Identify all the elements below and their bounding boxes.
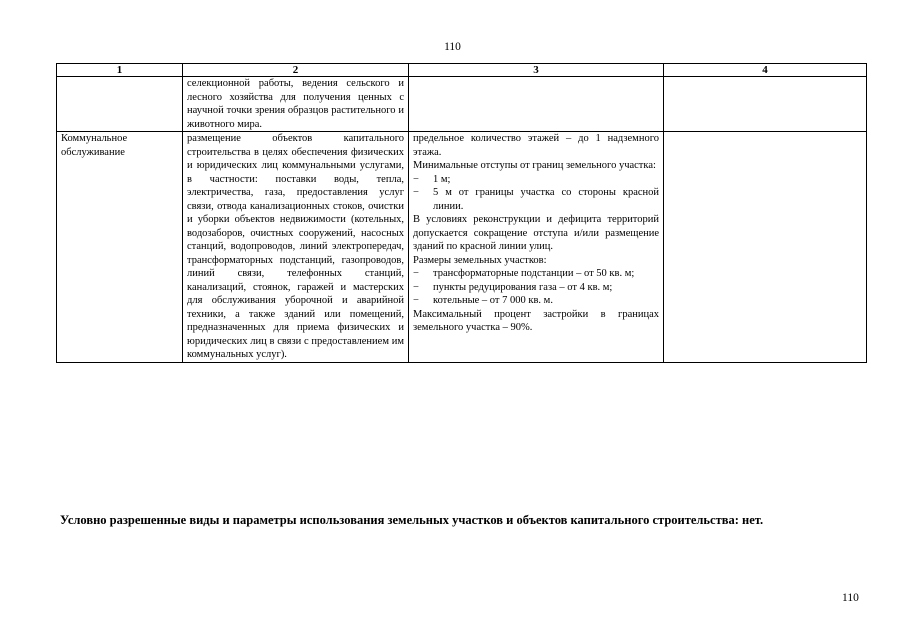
table-cell-parameters — [409, 132, 664, 363]
regulations-table — [56, 63, 867, 363]
list-item: − 1 м; — [413, 173, 659, 187]
parameter-setbacks-heading: Минимальные отступы от границ земельного участка: — [413, 160, 656, 171]
parameter-plot-sizes-heading: Размеры земельных участков: — [413, 254, 547, 266]
table-cell-empty — [57, 77, 183, 132]
column-header-1: 1 — [57, 64, 183, 77]
list-item: − трансформаторные подстанции – от 50 кв. м; — [413, 267, 659, 281]
column-header-4: 4 — [664, 64, 867, 77]
list-item: − пункты редуцирования газа – от 4 кв. м; — [413, 281, 659, 295]
table-cell-description: размещение объектов капитального строительства в целях обеспечения физических и юридических лиц коммунальными услугами, в частности: поставки воды, тепла, электричества, газа, предоставления услуг связи, отвода канализационных стоков, очистки и уборки объектов недвижимости (котельных, водозаборов, очистных сооружений, насосных станций, водопроводов, линий электропередач, трансформаторных подстанций, газопроводов, линий связи, телефонных станций, канализаций, стоянок, гаражей и мастерских для обслуживания уборочной и аварийной техники, а также зданий или помещений, предназначенных для приема физических и юридических лиц в связи с предоставлением им коммунальных услуг). — [183, 132, 409, 363]
table-cell-notes — [664, 77, 867, 132]
table-header-row — [57, 64, 867, 77]
column-header-3: 3 — [409, 64, 664, 77]
page-number-top: 110 — [444, 41, 461, 53]
table-cell-description: селекционной работы, ведения сельского и лесного хозяйства для получения ценных с научной точки зрения образцов растительного и животного мира. — [183, 77, 409, 132]
parameter-floors: предельное количество этажей – до 1 надземного этажа. — [413, 133, 659, 158]
table-cell-notes — [664, 132, 867, 363]
table-row — [57, 77, 867, 132]
conditional-uses-note: Условно разрешенные виды и параметры использования земельных участков и объектов капитального строительства: нет. — [60, 513, 764, 527]
parameter-reconstruction: В условиях реконструкции и дефицита территорий допускается сокращение отступа и/или размещение зданий по красной линии улиц. — [413, 214, 659, 252]
table-cell-use-type: Коммунальное обслуживание — [57, 132, 183, 363]
table-row — [57, 132, 867, 363]
page-number-bottom: 110 — [842, 592, 859, 604]
table-cell-parameters — [409, 77, 664, 132]
list-item: − 5 м от границы участка со стороны красной линии. — [413, 186, 659, 213]
column-header-2: 2 — [183, 64, 409, 77]
list-item: − котельные – от 7 000 кв. м. — [413, 294, 659, 308]
parameter-max-coverage: Максимальный процент застройки в границах земельного участка – 90%. — [413, 308, 659, 333]
